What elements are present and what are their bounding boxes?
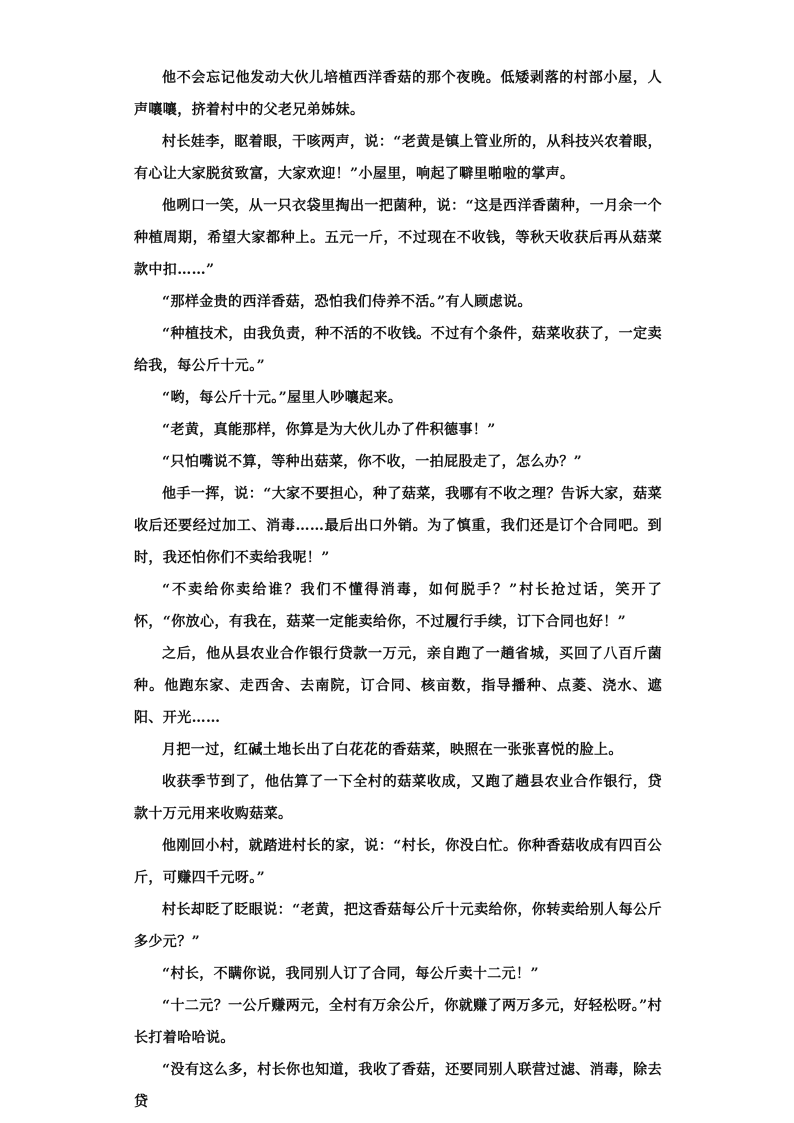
paragraph-10: “不卖给你卖给谁？我们不懂得消毒，如何脱手？”村长抢过话，笑开了怀，“你放心，有我在，菇菜一定能卖给你，不过履行手续，订下合同也好！” xyxy=(134,582,662,630)
paragraph-6: “哟，每公斤十元。”屋里人吵嚷起来。 xyxy=(162,390,403,406)
paragraph-2: 村长娃李，眍着眼，干咳两声，说：“老黄是镇上管业所的，从科技兴农着眼，有心让大家脱贫致富，大家欢迎！”小屋里，响起了噼里啪啦的掌声。 xyxy=(134,134,662,182)
paragraph-11: 之后，他从县农业合作银行贷款一万元，亲自跑了一趟省城，买回了八百斤菌种。他跑东家、走西舍、去南院，订合同、核亩数，指导播种、点菱、浇水、遮阳、开光…… xyxy=(134,646,662,726)
paragraph-9: 他手一挥，说：“大家不要担心，种了菇菜，我哪有不收之理？告诉大家，菇菜收后还要经过加工、消毒……最后出口外销。为了慎重，我们还是订个合同吧。到时，我还怕你们不卖给我呢！” xyxy=(134,486,662,566)
paragraph-5: “种植技术，由我负责，种不活的不收钱。不过有个条件，菇菜收获了，一定卖给我，每公斤十元。” xyxy=(134,326,662,374)
paragraph-17: “十二元？一公斤赚两元，全村有万余公斤，你就赚了两万多元，好轻松呀。”村长打着哈哈说。 xyxy=(134,998,662,1046)
paragraph-14: 他刚回小村，就踏进村长的家，说：“村长，你没白忙。你种香菇收成有四百公斤，可赚四千元呀。” xyxy=(134,838,662,886)
paragraph-7: “老黄，真能那样，你算是为大伙儿办了件积德事！” xyxy=(162,422,496,438)
paragraph-15: 村长却眨了眨眼说：“老黄，把这香菇每公斤十元卖给你，你转卖给别人每公斤多少元？” xyxy=(134,902,662,950)
paragraph-1: 他不会忘记他发动大伙儿培植西洋香菇的那个夜晚。低矮剥落的村部小屋，人声嚷嚷，挤着村中的父老兄弟姊妹。 xyxy=(134,70,662,118)
paragraph-12: 月把一过，红碱土地长出了白花花的香菇菜，映照在一张张喜悦的脸上。 xyxy=(162,742,623,758)
paragraph-3: 他咧口一笑，从一只衣袋里掏出一把菌种，说：“这是西洋香菌种，一月余一个种植周期，希望大家都种上。五元一斤，不过现在不收钱，等秋天收获后再从菇菜款中扣……” xyxy=(134,198,662,278)
paragraph-18: “没有这么多，村长你也知道，我收了香菇，还要同别人联营过滤、消毒，除去贷 xyxy=(134,1062,662,1110)
article-body xyxy=(134,62,662,1118)
paragraph-8: “只怕嘴说不算，等种出菇菜，你不收，一拍屁股走了，怎么办？” xyxy=(162,454,583,470)
paragraph-16: “村长，不瞒你说，我同别人订了合同，每公斤卖十二元！” xyxy=(162,966,539,982)
paragraph-4: “那样金贵的西洋香菇，恐怕我们侍养不活。”有人顾虑说。 xyxy=(162,294,532,310)
paragraph-13: 收获季节到了，他估算了一下全村的菇菜收成，又跑了趟县农业合作银行，贷款十万元用来收购菇菜。 xyxy=(134,774,662,822)
